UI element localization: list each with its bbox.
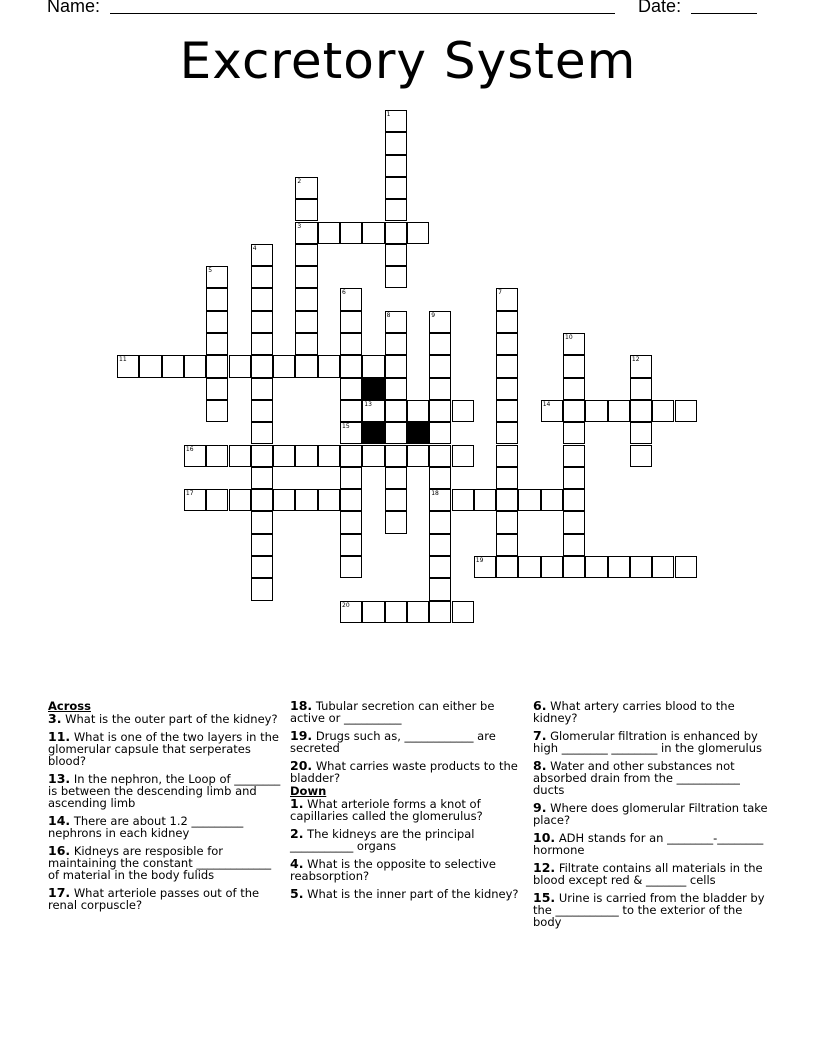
crossword-cell[interactable] [251,556,273,578]
crossword-cell[interactable] [630,355,652,377]
crossword-cell[interactable] [541,489,563,511]
crossword-cell[interactable] [563,445,585,467]
crossword-cell[interactable] [385,333,407,355]
clue-across-13: 13. In the nephron, the Loop of ________ is between the descending limb and ascending limb [48,771,281,810]
crossword-cell[interactable] [251,288,273,310]
clues-column-1 [48,700,283,917]
crossword-cell[interactable] [295,333,317,355]
crossword-cell[interactable] [385,467,407,489]
crossword-cell[interactable] [385,199,407,221]
clue-number: 10 [565,334,573,341]
crossword-cell[interactable] [429,534,451,556]
crossword-cell[interactable] [295,266,317,288]
crossword-cell[interactable] [340,333,362,355]
clue-down-7: 7. Glomerular filtration is enhanced by high ________ ________ in the glomerulus [533,728,763,755]
crossword-cell[interactable] [429,333,451,355]
clue-down-15: 15. Urine is carried from the bladder by the ___________ to the exterior of the body [533,890,765,929]
crossword-cell[interactable] [518,556,540,578]
crossword-cell[interactable] [518,489,540,511]
clue-number: 4 [252,244,257,252]
crossword-cell[interactable] [295,222,317,244]
crossword-cell[interactable] [496,511,518,533]
crossword-cell[interactable] [429,378,451,400]
crossword-cell[interactable] [474,489,496,511]
crossword-cell[interactable] [229,355,251,377]
crossword-cell[interactable] [340,445,362,467]
clue-across-17: 17. What arteriole passes out of the renal corpuscle? [48,885,260,912]
black-cell [407,422,429,444]
crossword-cell[interactable] [251,445,273,467]
clue-across-20: 20. What carries waste products to the bladder? [290,758,518,785]
crossword-cell[interactable] [496,400,518,422]
clue-number: 9 [431,311,436,319]
crossword-cell[interactable] [295,288,317,310]
crossword-cell[interactable] [585,400,607,422]
crossword-cell[interactable] [429,422,451,444]
crossword-cell[interactable] [496,534,518,556]
crossword-cell[interactable] [251,311,273,333]
crossword-cell[interactable] [496,467,518,489]
crossword-cell[interactable] [675,400,697,422]
clue-number: 6 [342,289,346,297]
down-heading: Down [290,784,327,798]
clue-number: 13 [364,400,372,408]
crossword-cell[interactable] [496,288,518,310]
crossword-cell[interactable] [206,355,228,377]
crossword-cell[interactable] [362,222,384,244]
crossword-cell[interactable] [362,445,384,467]
crossword-cell[interactable] [206,378,228,400]
black-cell [362,422,384,444]
crossword-cell[interactable] [340,467,362,489]
crossword-cell[interactable] [429,601,451,623]
clue-number: 3 [297,222,302,230]
clue-number: 7 [498,289,502,297]
crossword-cell[interactable] [496,489,518,511]
crossword-cell[interactable] [206,489,228,511]
crossword-cell[interactable] [407,601,429,623]
clue-number: 2 [297,177,302,185]
crossword-cell[interactable] [340,534,362,556]
crossword-cell[interactable] [340,378,362,400]
crossword-cell[interactable] [340,311,362,333]
crossword-cell[interactable] [385,601,407,623]
crossword-cell[interactable] [563,489,585,511]
crossword-cell[interactable] [675,556,697,578]
crossword-cell[interactable] [407,400,429,422]
crossword-cell[interactable] [273,489,295,511]
crossword-cell[interactable] [429,467,451,489]
clue-down-9: 9. Where does glomerular Filtration take place? [533,800,768,827]
crossword-cell[interactable] [273,355,295,377]
date-label: Date: [638,0,682,16]
crossword-cell[interactable] [563,333,585,355]
crossword-cell[interactable] [184,445,206,467]
crossword-cell[interactable] [251,266,273,288]
crossword-cell[interactable] [452,601,474,623]
crossword-cell[interactable] [452,445,474,467]
crossword-cell[interactable] [452,489,474,511]
name-label: Name: [47,0,101,16]
crossword-cell[interactable] [385,132,407,154]
crossword-cell[interactable] [429,578,451,600]
crossword-cell[interactable] [117,355,139,377]
clue-number: 20 [342,601,350,609]
crossword-cell[interactable] [429,355,451,377]
crossword-cell[interactable] [251,244,273,266]
crossword-cell[interactable] [407,445,429,467]
crossword-cell[interactable] [206,445,228,467]
crossword-cell[interactable] [340,288,362,310]
crossword-cell[interactable] [206,311,228,333]
crossword-cell[interactable] [295,177,317,199]
crossword-cell[interactable] [251,489,273,511]
clue-down-1: 1. What arteriole forms a knot of capillaries called the glomerulus? [290,796,483,823]
crossword-cell[interactable] [385,177,407,199]
crossword-cell[interactable] [496,333,518,355]
crossword-cell[interactable] [385,422,407,444]
crossword-cell[interactable] [318,489,340,511]
crossword-cell[interactable] [385,355,407,377]
crossword-cell[interactable] [563,511,585,533]
clue-down-5: 5. What is the inner part of the kidney? [290,886,519,901]
crossword-cell[interactable] [563,355,585,377]
crossword-cell[interactable] [385,222,407,244]
crossword-cell[interactable] [429,445,451,467]
crossword-cell[interactable] [496,378,518,400]
clue-number: 19 [475,557,484,564]
crossword-cell[interactable] [541,556,563,578]
clue-across-11: 11. What is one of the two layers in the glomerular capsule that serperates blood? [48,729,279,768]
crossword-cell[interactable] [229,489,251,511]
crossword-cell[interactable] [630,556,652,578]
clue-across-19: 19. Drugs such as, ____________ are secreted [290,728,496,755]
clue-down-8: 8. Water and other substances not absorbed drain from the ___________ ducts [533,758,740,797]
crossword-cell[interactable] [229,445,251,467]
crossword-cell[interactable] [295,244,317,266]
crossword-cell[interactable] [496,445,518,467]
crossword-cell[interactable] [295,199,317,221]
crossword-cell[interactable] [385,110,407,132]
crossword-cell[interactable] [184,489,206,511]
crossword-cell[interactable] [385,445,407,467]
crossword-cell[interactable] [496,355,518,377]
crossword-cell[interactable] [362,355,384,377]
crossword-cell[interactable] [474,556,496,578]
page-title: Excretory System [179,32,637,90]
crossword-cell[interactable] [340,489,362,511]
crossword-cell[interactable] [273,445,295,467]
crossword-cell[interactable] [251,378,273,400]
crossword-cell[interactable] [385,155,407,177]
crossword-cell[interactable] [206,333,228,355]
clue-down-6: 6. What artery carries blood to the kidney? [533,698,735,725]
clue-number: 1 [386,111,391,118]
crossword-cell[interactable] [563,422,585,444]
crossword-cell[interactable] [429,311,451,333]
crossword-cell[interactable] [340,422,362,444]
crossword-cell[interactable] [630,445,652,467]
crossword-cell[interactable] [340,400,362,422]
crossword-cell[interactable] [630,378,652,400]
crossword-cell[interactable] [318,445,340,467]
crossword-cell[interactable] [295,355,317,377]
black-cell [362,378,384,400]
crossword-cell[interactable] [385,511,407,533]
clues-column-2 [290,700,525,906]
crossword-cell[interactable] [652,556,674,578]
crossword-cell[interactable] [251,467,273,489]
crossword-cell[interactable] [251,422,273,444]
across-heading: Across [48,699,91,713]
crossword-cell[interactable] [251,400,273,422]
crossword-cell[interactable] [385,266,407,288]
crossword-cell[interactable] [496,422,518,444]
clues-column-3 [533,700,768,934]
crossword-cell[interactable] [652,400,674,422]
crossword-cell[interactable] [563,400,585,422]
clue-number: 16 [185,445,194,453]
crossword-cell[interactable] [563,378,585,400]
crossword-cell[interactable] [251,511,273,533]
crossword-cell[interactable] [340,601,362,623]
clue-number: 8 [386,311,391,319]
crossword-cell[interactable] [340,355,362,377]
crossword-cell[interactable] [295,489,317,511]
crossword-cell[interactable] [162,355,184,377]
crossword-cell[interactable] [295,311,317,333]
crossword-cell[interactable] [563,467,585,489]
crossword-cell[interactable] [496,311,518,333]
crossword-cell[interactable] [318,355,340,377]
clue-number: 18 [431,490,439,498]
crossword-cell[interactable] [563,534,585,556]
clue-across-18: 18. Tubular secretion can either be active or __________ [290,698,495,725]
crossword-cell[interactable] [139,355,161,377]
clue-down-10: 10. ADH stands for an ________-________ hormone [533,830,764,857]
crossword-cell[interactable] [184,355,206,377]
crossword-cell[interactable] [429,511,451,533]
clue-number: 15 [342,423,350,431]
clue-down-4: 4. What is the opposite to selective reabsorption? [290,856,496,883]
crossword-cell[interactable] [608,400,630,422]
crossword-cell[interactable] [251,534,273,556]
crossword-cell[interactable] [563,556,585,578]
crossword-cell[interactable] [340,556,362,578]
clue-across-14: 14. There are about 1.2 _________ nephrons in each kidney [48,813,244,840]
crossword-cell[interactable] [630,422,652,444]
crossword-cell[interactable] [340,511,362,533]
crossword-cell[interactable] [362,601,384,623]
crossword-cell[interactable] [585,556,607,578]
clue-across-16: 16. Kidneys are resposible for maintaining the constant _____________ of material in the body fulids [48,843,272,882]
crossword-cell[interactable] [251,355,273,377]
crossword-cell[interactable] [385,244,407,266]
crossword-cell[interactable] [452,400,474,422]
crossword-cell[interactable] [206,400,228,422]
crossword-cell[interactable] [385,400,407,422]
crossword-cell[interactable] [429,489,451,511]
crossword-cell[interactable] [295,445,317,467]
crossword-cell[interactable] [340,222,362,244]
clue-number: 17 [185,490,194,498]
clue-across-3: 3. What is the outer part of the kidney? [48,711,278,726]
crossword-cell[interactable] [630,400,652,422]
crossword-cell[interactable] [206,288,228,310]
crossword-cell[interactable] [496,556,518,578]
crossword-cell[interactable] [362,400,384,422]
crossword-cell[interactable] [429,556,451,578]
clue-down-2: 2. The kidneys are the principal ___________ organs [290,826,475,853]
crossword-cell[interactable] [206,266,228,288]
clue-number: 11 [119,356,127,364]
crossword-cell[interactable] [407,222,429,244]
clue-number: 14 [542,400,551,408]
clue-down-12: 12. Filtrate contains all materials in the blood except red & _______ cells [533,860,763,887]
crossword-cell[interactable] [251,578,273,600]
clue-number: 5 [208,267,213,275]
crossword-cell[interactable] [318,222,340,244]
clue-number: 12 [631,356,640,364]
crossword-cell[interactable] [429,400,451,422]
crossword-cell[interactable] [385,378,407,400]
crossword-cell[interactable] [385,311,407,333]
crossword-cell[interactable] [608,556,630,578]
crossword-cell[interactable] [541,400,563,422]
crossword-cell[interactable] [385,489,407,511]
crossword-cell[interactable] [251,333,273,355]
